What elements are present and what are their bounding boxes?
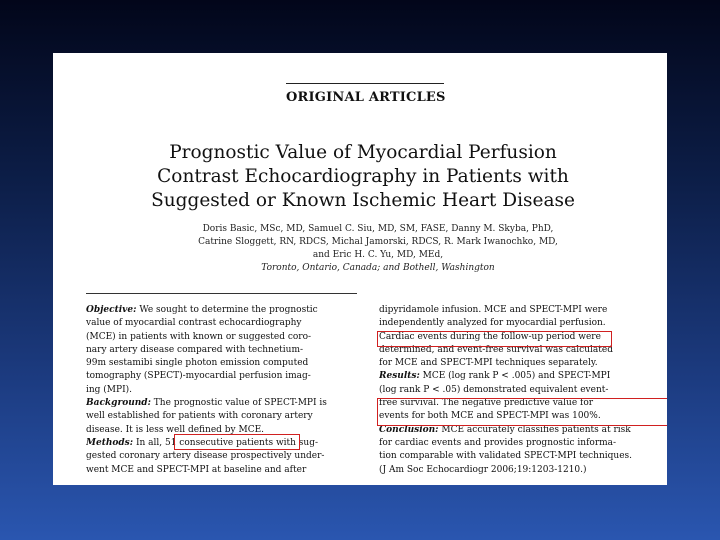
abstract-line xyxy=(86,424,361,437)
abstract-left-column xyxy=(86,304,361,477)
abstract-text: (J Am Soc Echocardiogr 2006;19:1203-1210.) xyxy=(379,464,587,475)
abstract-section-label: Objective: xyxy=(86,305,137,315)
abstract-text: MCE (log rank P < .005) and SPECT-MPI xyxy=(419,371,611,382)
abstract-line xyxy=(379,464,661,477)
section-label: ORIGINAL ARTICLES xyxy=(286,90,446,105)
abstract-text: independently analyzed for myocardial perfusion. xyxy=(379,318,606,329)
abstract-line xyxy=(379,384,661,397)
abstract-text: Cardiac events during the follow-up period were xyxy=(379,331,601,342)
abstract-text: gested coronary artery disease prospectively under- xyxy=(86,451,325,462)
abstract-text: dipyridamole infusion. MCE and SPECT-MPI were xyxy=(379,305,608,315)
abstract-text: went MCE and SPECT-MPI at baseline and after xyxy=(86,464,307,475)
abstract-line xyxy=(379,357,661,370)
abstract-text: MCE accurately classifies patients at risk xyxy=(438,424,631,435)
abstract-line xyxy=(379,304,661,317)
abstract-line xyxy=(379,437,661,450)
abstract-line xyxy=(379,424,661,437)
abstract-text: tomography (SPECT)-myocardial perfusion imag- xyxy=(86,371,311,382)
abstract-text: for cardiac events and provides prognostic informa- xyxy=(379,437,617,448)
abstract-line xyxy=(86,357,361,370)
abstract-line xyxy=(379,397,661,410)
abstract-line xyxy=(86,344,361,357)
abstract-text: well established for patients with coronary artery xyxy=(86,411,313,422)
abstract-section-label: Methods: xyxy=(86,437,134,448)
abstract-right-column xyxy=(379,304,661,477)
abstract-text: free survival. The negative predictive value for xyxy=(379,398,594,409)
abstract-line xyxy=(86,437,361,450)
abstract-line xyxy=(86,384,361,397)
abstract-line xyxy=(86,410,361,423)
abstract-text: tion comparable with validated SPECT-MPI techniques. xyxy=(379,451,633,462)
abstract-line xyxy=(86,464,361,477)
author-last-names: and Eric H. C. Yu, MD, MEd, xyxy=(312,250,444,260)
abstract-line xyxy=(86,317,361,330)
abstract-text: (log rank P < .05) demonstrated equivalent event- xyxy=(379,384,609,395)
abstract-text: determined, and event-free survival was calculated xyxy=(379,344,613,355)
abstract-line xyxy=(379,344,661,357)
abstract-line xyxy=(379,410,661,423)
abstract-line xyxy=(86,397,361,410)
abstract-text: events for both MCE and SPECT-MPI was 100%. xyxy=(379,411,601,422)
title-line: Contrast Echocardiography in Patients with xyxy=(157,166,569,187)
title-line: Prognostic Value of Myocardial Perfusion xyxy=(169,142,557,163)
abstract-section-label: Conclusion: xyxy=(379,424,439,435)
section-rule xyxy=(286,83,444,84)
author-line: Doris Basic, MSc, MD, Samuel C. Siu, MD, SM, FASE, Danny M. Skyba, PhD, xyxy=(202,224,554,234)
abstract-line xyxy=(86,370,361,383)
abstract-line xyxy=(86,450,361,463)
abstract-text: 99m sestamibi single photon emission computed xyxy=(86,358,309,369)
abstract-text: In all, 51 consecutive patients with sug- xyxy=(133,437,319,448)
abstract-line xyxy=(86,331,361,344)
abstract-text: We sought to determine the prognostic xyxy=(136,305,318,315)
abstract-line xyxy=(86,304,361,317)
article-page xyxy=(53,53,667,485)
abstract-text: for MCE and SPECT-MPI techniques separately. xyxy=(379,358,598,369)
abstract-text: The prognostic value of SPECT-MPI is xyxy=(150,398,327,409)
abstract-rule xyxy=(86,293,357,294)
author-line xyxy=(148,249,608,275)
abstract-line xyxy=(379,331,661,344)
abstract-line xyxy=(379,450,661,463)
title-line: Suggested or Known Ischemic Heart Disease xyxy=(151,190,575,211)
author-affiliation: Toronto, Ontario, Canada; and Bothell, Washington xyxy=(261,263,495,273)
abstract-line xyxy=(379,317,661,330)
abstract-text: disease. It is less well defined by MCE. xyxy=(86,424,265,435)
abstract-text: (MCE) in patients with known or suggested coro- xyxy=(86,331,312,342)
abstract-line xyxy=(379,370,661,383)
abstract-section-label: Background: xyxy=(86,398,151,409)
abstract-text: ing (MPI). xyxy=(86,384,133,395)
author-line: Catrine Sloggett, RN, RDCS, Michal Jamorski, RDCS, R. Mark Iwanochko, MD, xyxy=(198,237,558,247)
author-list xyxy=(148,223,608,275)
abstract-text: nary artery disease compared with technetium- xyxy=(86,344,304,355)
article-title xyxy=(143,141,583,213)
abstract-section-label: Results: xyxy=(379,371,420,382)
abstract-text: value of myocardial contrast echocardiography xyxy=(86,318,302,329)
